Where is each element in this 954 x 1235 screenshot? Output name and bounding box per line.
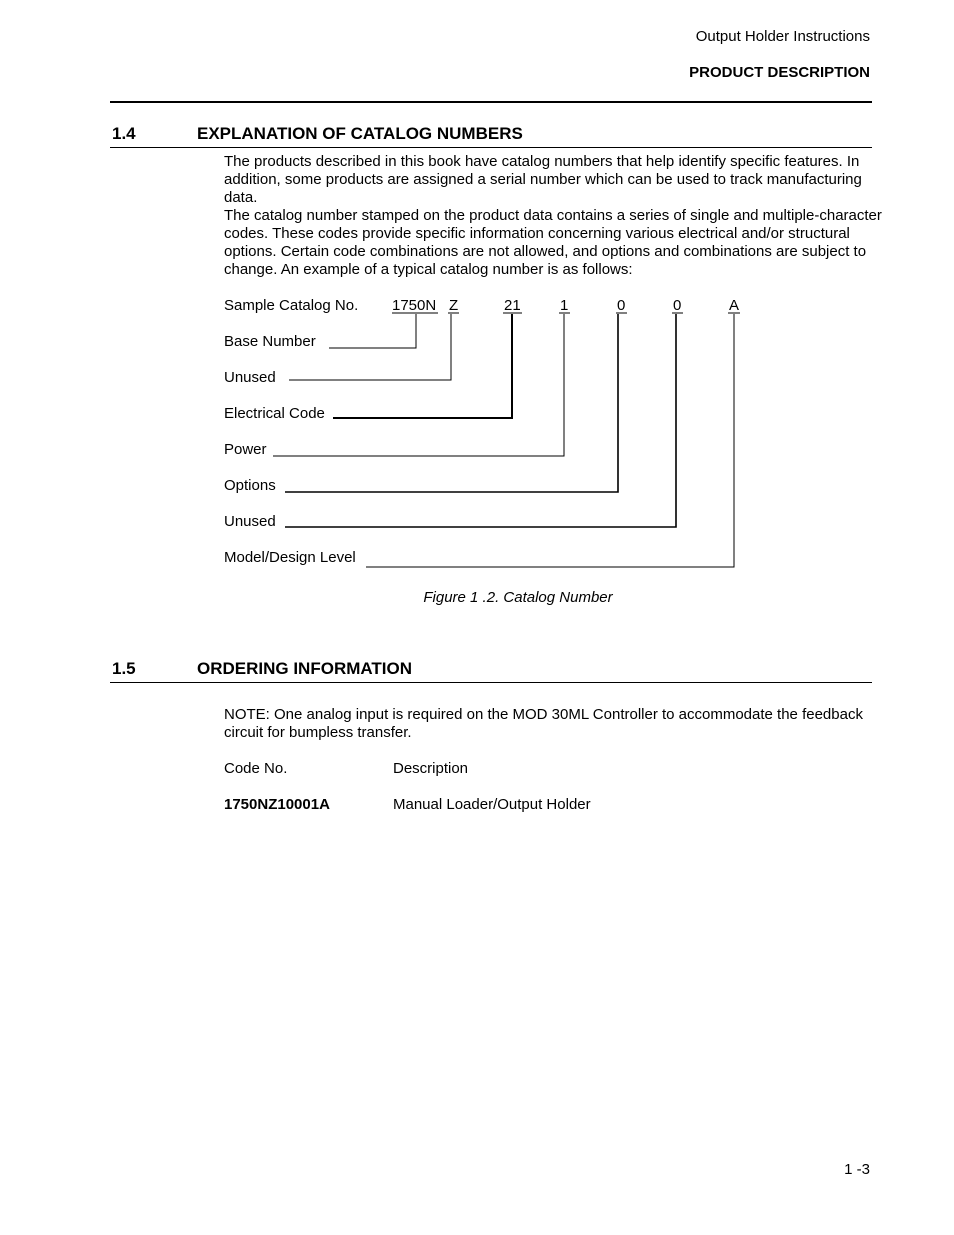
table-header-description: Description <box>393 760 469 777</box>
leader-electrical-code <box>333 314 512 418</box>
section-1-5-number: 1.5 <box>112 659 136 678</box>
leader-model-design-level <box>366 314 734 567</box>
field-unused-2: Unused <box>224 513 276 530</box>
figure-caption: Figure 1 .2. Catalog Number <box>423 589 613 606</box>
field-base-number: Base Number <box>224 333 316 350</box>
code-options: 0 <box>617 297 626 314</box>
leader-lines <box>273 314 734 567</box>
code-unused-1: Z <box>449 297 459 314</box>
section-1-4-number: 1.4 <box>112 124 136 143</box>
field-model-design-level: Model/Design Level <box>224 549 356 566</box>
table-header-code: Code No. <box>224 760 288 777</box>
code-base-number: 1750N <box>392 297 437 314</box>
code-unused-2: 0 <box>673 297 682 314</box>
code-electrical: 21 <box>504 297 521 314</box>
ordering-note: NOTE: One analog input is required on the MOD 30ML Controller to accommodate the feedback circuit for bumpless transfer. <box>224 706 863 741</box>
section-title: PRODUCT DESCRIPTION <box>689 64 870 81</box>
section-1-5-rule <box>110 682 872 683</box>
page-number: 1 -3 <box>844 1161 870 1178</box>
table-row-code: 1750NZ10001A <box>224 796 330 813</box>
section-1-4-title: EXPLANATION OF CATALOG NUMBERS <box>197 124 523 143</box>
field-unused-1: Unused <box>224 369 276 386</box>
code-power: 1 <box>560 297 569 314</box>
section-1-5-title: ORDERING INFORMATION <box>197 659 413 678</box>
sample-catalog-label: Sample Catalog No. <box>224 297 359 314</box>
field-power: Power <box>224 441 267 458</box>
field-electrical-code: Electrical Code <box>224 405 325 422</box>
paragraph-catalog-intro: The products described in this book have catalog numbers that help identify specific features. In addition, some products are assigned a serial number which can be used to track manufacturing data. <box>224 153 862 206</box>
leader-base-number <box>329 314 416 348</box>
code-model-level: A <box>729 297 740 314</box>
doc-title: Output Holder Instructions <box>695 28 870 45</box>
leader-power <box>273 314 564 456</box>
table-row-description: Manual Loader/Output Holder <box>393 796 591 813</box>
field-options: Options <box>224 477 276 494</box>
paragraph-catalog-codes: The catalog number stamped on the product data contains a series of single and multiple-character codes. These codes provide specific information concerning various electrical and/or structural options. Certain code combinations are not allowed, and options and combinations are subject to change. An example of a typical catalog number is as follows: <box>224 207 882 278</box>
